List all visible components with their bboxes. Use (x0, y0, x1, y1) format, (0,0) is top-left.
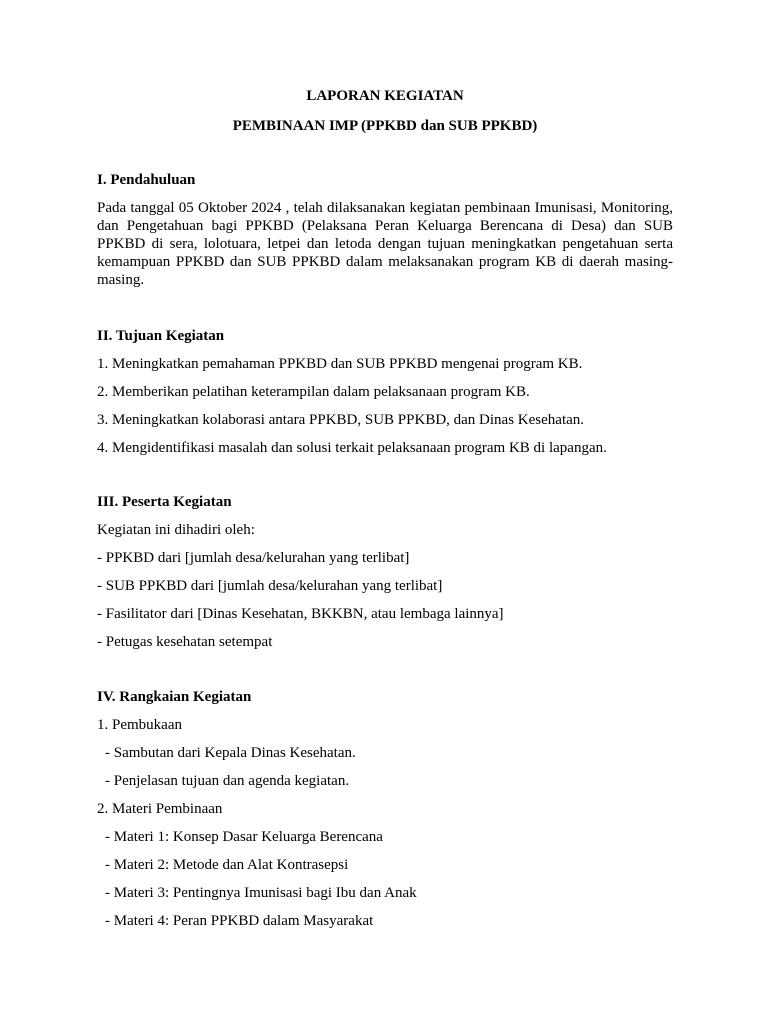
section-agenda (97, 688, 673, 930)
participant-item: - SUB PPKBD dari [jumlah desa/kelurahan yang terlibat] (97, 578, 443, 594)
section-goals (97, 327, 673, 457)
agenda-material-item: - Materi 3: Pentingnya Imunisasi bagi Ibu dan Anak (105, 885, 417, 901)
document-subtitle: PEMBINAAN IMP (PPKBD dan SUB PPKBD) (232, 118, 538, 134)
agenda-opening-item: - Penjelasan tujuan dan agenda kegiatan. (105, 773, 350, 789)
section-heading-goals: II. Tujuan Kegiatan (97, 328, 225, 344)
agenda-material: 2. Materi Pembinaan (97, 801, 223, 817)
section-participants (97, 493, 673, 651)
participant-item: - Fasilitator dari [Dinas Kesehatan, BKKBN, atau lembaga lainnya] (97, 606, 504, 622)
section-heading-introduction: I. Pendahuluan (97, 172, 196, 188)
goal-item: 2. Memberikan pelatihan keterampilan dalam pelaksanaan program KB. (97, 384, 530, 400)
goal-item: 3. Meningkatkan kolaborasi antara PPKBD, SUB PPKBD, dan Dinas Kesehatan. (97, 412, 585, 428)
participant-item: - PPKBD dari [jumlah desa/kelurahan yang terlibat] (97, 550, 410, 566)
agenda-opening: 1. Pembukaan (97, 717, 182, 733)
section-heading-agenda: IV. Rangkaian Kegiatan (97, 689, 252, 705)
section-heading-participants: III. Peserta Kegiatan (97, 494, 232, 510)
introduction-paragraph: Pada tanggal 05 Oktober 2024 , telah dilaksanakan kegiatan pembinaan Imunisasi, Monitoring, dan Pengetahuan bagi PPKBD (Pelaksana Peran Keluarga Berencana di Desa) dan SUB PPKBD di sera, lolotuara, letpei dan letoda dengan tujuan meningkatkan pengetahuan serta kemampuan PPKBD dan SUB PPKBD dalam melaksanakan program KB di daerah masing-masing. (97, 200, 673, 288)
goal-item: 4. Mengidentifikasi masalah dan solusi terkait pelaksanaan program KB di lapangan. (97, 440, 607, 456)
participants-intro: Kegiatan ini dihadiri oleh: (97, 522, 255, 538)
agenda-material-item: - Materi 4: Peran PPKBD dalam Masyarakat (105, 913, 374, 929)
agenda-material-item: - Materi 1: Konsep Dasar Keluarga Berencana (105, 829, 383, 845)
section-introduction (97, 171, 673, 289)
agenda-material-item: - Materi 2: Metode dan Alat Kontrasepsi (105, 857, 349, 873)
goal-item: 1. Meningkatkan pemahaman PPKBD dan SUB PPKBD mengenai program KB. (97, 356, 583, 372)
document-title: LAPORAN KEGIATAN (306, 88, 464, 104)
participant-item: - Petugas kesehatan setempat (97, 634, 273, 650)
agenda-opening-item: - Sambutan dari Kepala Dinas Kesehatan. (105, 745, 356, 761)
